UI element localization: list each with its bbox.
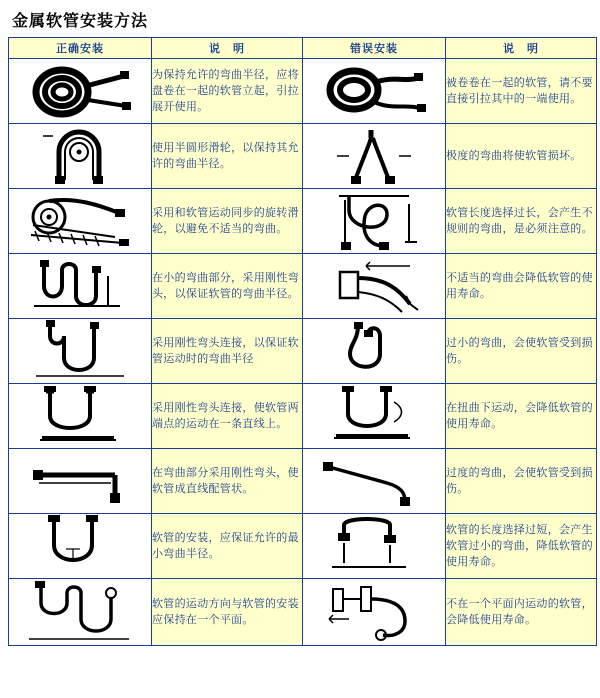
table-row bbox=[9, 189, 597, 254]
column-header-wrong-desc: 说 明 bbox=[446, 38, 597, 59]
row-description: 过度的弯曲，会使软管受到损伤。 bbox=[446, 449, 597, 514]
hose-twisting-motion-icon bbox=[303, 384, 446, 449]
row-description: 使用半圆形滑轮，以保持其允许的弯曲半径。 bbox=[152, 124, 303, 189]
row-description: 在弯曲部分采用刚性弯头，使软管成直线配管状。 bbox=[152, 449, 303, 514]
row-description: 不在一个平面内运动的软管，会降低使用寿命。 bbox=[446, 579, 597, 646]
excessive-bend-damage-icon bbox=[303, 449, 446, 514]
column-header-correct-desc: 说 明 bbox=[152, 38, 303, 59]
row-description: 不适当的弯曲会降低软管的使用寿命。 bbox=[446, 254, 597, 319]
row-description: 采用刚性弯头连接，使软管两端点的运动在一条直线上。 bbox=[152, 384, 303, 449]
improper-bend-shortens-life-icon bbox=[303, 254, 446, 319]
rigid-elbow-both-ends-straight-line-icon bbox=[9, 384, 152, 449]
hose-motion-out-of-plane-icon bbox=[303, 579, 446, 646]
row-description: 软管的安装，应保证允许的最小弯曲半径。 bbox=[152, 514, 303, 579]
row-description: 为保持允许的弯曲半径，应将盘卷在一起的软管立起，引拉展开使用。 bbox=[152, 59, 303, 124]
table-row bbox=[9, 254, 597, 319]
hose-minimum-bend-radius-u-icon bbox=[9, 514, 152, 579]
table-row bbox=[9, 449, 597, 514]
rigid-elbow-connection-u-shape-icon bbox=[9, 319, 152, 384]
table-row bbox=[9, 124, 597, 189]
row-description: 过小的弯曲，会使软管受到损伤。 bbox=[446, 319, 597, 384]
table-header-row bbox=[9, 38, 597, 59]
table-row bbox=[9, 514, 597, 579]
table-row bbox=[9, 579, 597, 646]
row-description: 极度的弯曲将使软管损坏。 bbox=[446, 124, 597, 189]
installation-method-table bbox=[8, 37, 597, 646]
column-header-correct-install: 正确安装 bbox=[9, 38, 152, 59]
too-small-bend-radius-icon bbox=[303, 319, 446, 384]
table-row bbox=[9, 384, 597, 449]
coiled-hose-pulled-from-one-end-icon bbox=[303, 59, 446, 124]
page-title: 金属软管安装方法 bbox=[12, 11, 149, 30]
row-description: 在小的弯曲部分，采用刚性弯头，以保证软管的弯曲半径。 bbox=[152, 254, 303, 319]
column-header-wrong-install: 错误安装 bbox=[303, 38, 446, 59]
hose-motion-same-plane-icon bbox=[9, 579, 152, 646]
row-description: 在扭曲下运动，会降低软管的使用寿命。 bbox=[446, 384, 597, 449]
table-row bbox=[9, 319, 597, 384]
hose-bent-sharply-at-point-icon bbox=[303, 124, 446, 189]
hose-too-long-irregular-bend-icon bbox=[303, 189, 446, 254]
row-description: 被卷卷在一起的软管，请不要直接引拉其中的一端使用。 bbox=[446, 59, 597, 124]
hose-over-semicircular-sheave-icon bbox=[9, 124, 152, 189]
coiled-hose-standing-upright-icon bbox=[9, 59, 152, 124]
row-description: 软管长度选择过长，会产生不规则的弯曲，是必须注意的。 bbox=[446, 189, 597, 254]
hose-with-synchronized-rotating-sheave-icon bbox=[9, 189, 152, 254]
hose-too-short-sharp-bend-icon bbox=[303, 514, 446, 579]
table-row bbox=[9, 59, 597, 124]
rigid-elbow-straight-pipe-layout-icon bbox=[9, 449, 152, 514]
rigid-elbow-at-small-bend-icon bbox=[9, 254, 152, 319]
table-body bbox=[9, 59, 597, 646]
row-description: 软管的长度选择过短，会产生软管过小的弯曲，降低软管的使用寿命。 bbox=[446, 514, 597, 579]
row-description: 软管的运动方向与软管的安装应保持在一个平面。 bbox=[152, 579, 303, 646]
row-description: 采用刚性弯头连接，以保证软管运动时的弯曲半径 bbox=[152, 319, 303, 384]
row-description: 采用和软管运动同步的旋转滑轮，以避免不适当的弯曲。 bbox=[152, 189, 303, 254]
table-header bbox=[9, 38, 597, 59]
